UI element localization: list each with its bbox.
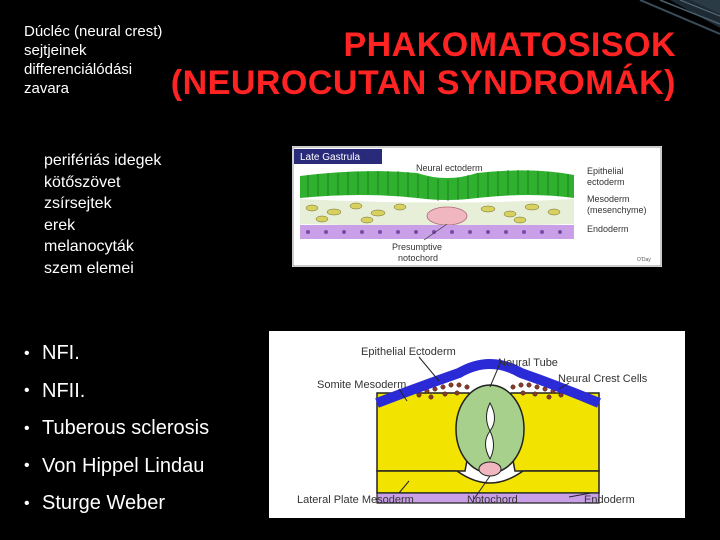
endoderm-label: Endoderm	[584, 494, 635, 506]
neural-crest-cells-label: Neural Crest Cells	[558, 373, 648, 385]
condition-label: Tuberous sclerosis	[42, 417, 210, 440]
figure-credit: O'Day	[637, 257, 651, 263]
condition-label: NFI.	[42, 342, 80, 365]
somite-mesoderm-label: Somite Mesoderm	[317, 379, 407, 391]
endoderm-label: Endoderm	[587, 224, 629, 234]
notochord	[479, 462, 501, 476]
bullet-icon: •	[24, 382, 30, 400]
list-item: perifériás idegek	[44, 152, 162, 169]
conditions-list	[24, 335, 209, 523]
subtitle-line: differenciálódási	[24, 61, 133, 78]
title-line: PHAKOMATOSISOK	[343, 26, 676, 64]
notochord-label: Notochord	[467, 494, 518, 506]
bullet-icon: •	[24, 419, 30, 437]
lateral-plate-mesoderm-label: Lateral Plate Mesoderm	[297, 494, 414, 506]
list-item: kötőszövet	[44, 173, 121, 191]
list-item	[24, 373, 209, 411]
list-item	[24, 410, 209, 448]
slide-title	[171, 26, 676, 102]
list-item	[24, 448, 209, 486]
gastrula-title: Late Gastrula	[300, 152, 361, 163]
list-item: zsírsejtek	[44, 195, 112, 212]
condition-label: Sturge Weber	[42, 492, 166, 515]
notochord-label-2: notochord	[398, 253, 439, 263]
condition-label: NFII.	[42, 379, 86, 402]
endoderm-layer	[300, 225, 574, 239]
subtitle-line: zavara	[24, 80, 70, 97]
neural-tube-figure	[269, 331, 685, 518]
title-line: (NEUROCUTAN SYNDROMÁK)	[170, 64, 676, 102]
list-item	[24, 485, 209, 523]
epithelial-ectoderm-label: Epithelial Ectoderm	[361, 346, 456, 358]
list-item	[24, 335, 209, 373]
mesoderm-label-2: (mesenchyme)	[587, 205, 647, 215]
subtitle-line: sejtjeinek	[24, 42, 87, 59]
subtitle-line: Dúcléc (neural crest)	[24, 23, 163, 40]
mesoderm-label-1: Mesoderm	[587, 194, 630, 204]
list-item: szem elemei	[44, 259, 134, 277]
bullet-icon: •	[24, 494, 30, 512]
list-item: erek	[44, 216, 76, 234]
list-item: melanocyták	[44, 238, 134, 255]
neural-tube-diagram	[269, 331, 685, 518]
bullet-icon: •	[24, 457, 30, 475]
gastrula-diagram	[292, 146, 662, 267]
derivatives-list	[44, 150, 161, 279]
epithelial-ectoderm-label-1: Epithelial	[587, 166, 624, 176]
notochord-label-1: Presumptive	[392, 242, 443, 252]
neural-ectoderm-label: Neural ectoderm	[416, 163, 483, 173]
bullet-icon: •	[24, 344, 30, 362]
neural-tube-label: Neural Tube	[498, 357, 558, 369]
presumptive-notochord	[427, 207, 467, 225]
condition-label: Von Hippel Lindau	[42, 454, 205, 477]
gastrula-figure	[292, 146, 662, 267]
epithelial-ectoderm-label-2: ectoderm	[587, 177, 625, 187]
